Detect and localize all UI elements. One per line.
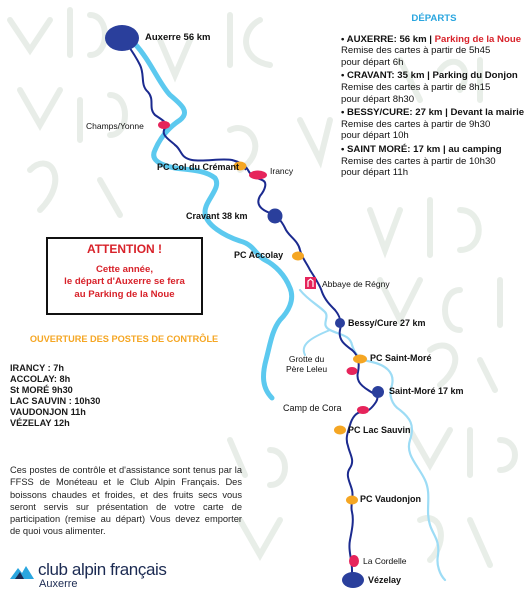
grotte-marker[interactable]: [347, 367, 358, 375]
depart-line1: Remise des cartes à partir de 10h30: [341, 155, 496, 167]
label-grotte: Grotte du Père Leleu: [286, 354, 328, 374]
club-alpin-logo[interactable]: [9, 561, 189, 595]
label-pc-cremant: PC Col du Crémant: [157, 162, 240, 172]
depart-line1: Remise des cartes à partir de 8h15: [341, 81, 491, 93]
hour-row: IRANCY : 7h: [10, 363, 64, 373]
logo-word1: club alpin: [38, 560, 106, 579]
auxerre-marker[interactable]: [105, 25, 139, 51]
cravant-marker[interactable]: [268, 209, 283, 224]
vezelay-marker[interactable]: [342, 572, 364, 588]
attention-title: ATTENTION !: [86, 242, 163, 256]
depart-entry-saintmore: [341, 144, 527, 179]
label-bessy: Bessy/Cure 27 km: [348, 318, 426, 328]
pc-accolay-marker[interactable]: [292, 252, 304, 261]
depart-head-red: Parking de la Noue: [434, 33, 522, 45]
postes-title: OUVERTURE DES POSTES DE CONTRÔLE: [29, 334, 219, 344]
river-yonne: [135, 44, 292, 398]
label-cravant: Cravant 38 km: [186, 211, 248, 221]
irancy-marker[interactable]: [249, 171, 267, 180]
attention-line3: au Parking de la Noue: [74, 288, 175, 300]
depart-line1: Remise des cartes à partir de 5h45: [341, 45, 491, 57]
label-pc-accolay: PC Accolay: [234, 250, 284, 260]
label-champs: Champs/Yonne: [86, 121, 144, 131]
logo-word2: français: [105, 560, 167, 579]
depart-entry-bessy: [341, 107, 527, 142]
river-cure-branch: [304, 330, 330, 355]
departs-title: DÉPARTS: [411, 13, 457, 24]
postes-hours: [10, 363, 100, 428]
hour-row: St MORÉ 9h30: [10, 384, 73, 395]
hour-row: VÉZELAY 12h: [10, 417, 70, 428]
attention-box: [46, 237, 203, 315]
hour-row: ACCOLAY: 8h: [10, 373, 71, 384]
label-saintmore: Saint-Moré 17 km: [389, 386, 464, 396]
bessy-marker[interactable]: [335, 318, 345, 328]
depart-head: • AUXERRE: 56 km |: [341, 33, 435, 45]
label-pc-lacsauvin: PC Lac Sauvin: [348, 425, 411, 435]
depart-head: • CRAVANT: 35 km | Parking du Donjon: [341, 70, 518, 82]
label-pc-saintmore: PC Saint-Moré: [370, 353, 432, 363]
logo-text: [38, 560, 166, 580]
label-pc-vaudonjon: PC Vaudonjon: [360, 494, 422, 504]
hour-row: VAUDONJON 11h: [10, 406, 86, 417]
label-abbaye: Abbaye de Régny: [322, 279, 390, 289]
label-cora: Camp de Cora: [283, 403, 342, 413]
depart-head: • BESSY/CURE: 27 km | Devant la mairie: [341, 107, 525, 119]
pc-saintmore-marker[interactable]: [353, 355, 367, 364]
label-cordelle: La Cordelle: [363, 556, 407, 566]
depart-line2: pour départ 8h30: [341, 93, 415, 105]
mountain-icon: [9, 563, 35, 580]
cora-marker[interactable]: [357, 406, 369, 414]
champs-marker[interactable]: [158, 121, 170, 129]
depart-entry-cravant: [341, 70, 527, 105]
abbey-icon: [305, 277, 316, 289]
departs-panel: [341, 13, 527, 181]
depart-line2: pour départ 10h: [341, 130, 409, 142]
depart-line2: pour départ 6h: [341, 56, 404, 68]
depart-head: • SAINT MORÉ: 17 km | au camping: [341, 143, 502, 155]
depart-entry-auxerre: [341, 34, 527, 69]
logo-subtitle: Auxerre: [39, 578, 78, 590]
depart-line2: pour départ 11h: [341, 167, 409, 179]
pc-vaudonjon-marker[interactable]: [346, 496, 358, 505]
cordelle-marker[interactable]: [349, 555, 359, 567]
attention-line2: le départ d'Auxerre se fera: [64, 276, 185, 288]
info-paragraph: Ces postes de contrôle et d'assistance sont tenus par la FFSS de Monéteau et le Club Alpin Français. Des boissons chaudes et froides, et des fruits secs vous seront servis sur présentation de votre carte de participation (remise au départ) Vous devez emporter de quoi vous alimenter.: [10, 465, 242, 537]
pc-lacsauvin-marker[interactable]: [334, 426, 346, 435]
label-vezelay: Vézelay: [368, 575, 402, 585]
hour-row: LAC SAUVIN : 10h30: [10, 395, 101, 406]
saintmore-marker[interactable]: [372, 386, 384, 398]
label-auxerre: Auxerre 56 km: [145, 32, 211, 43]
depart-line1: Remise des cartes à partir de 9h30: [341, 118, 491, 130]
attention-line1: Cette année,: [95, 264, 154, 275]
label-irancy: Irancy: [270, 166, 294, 176]
